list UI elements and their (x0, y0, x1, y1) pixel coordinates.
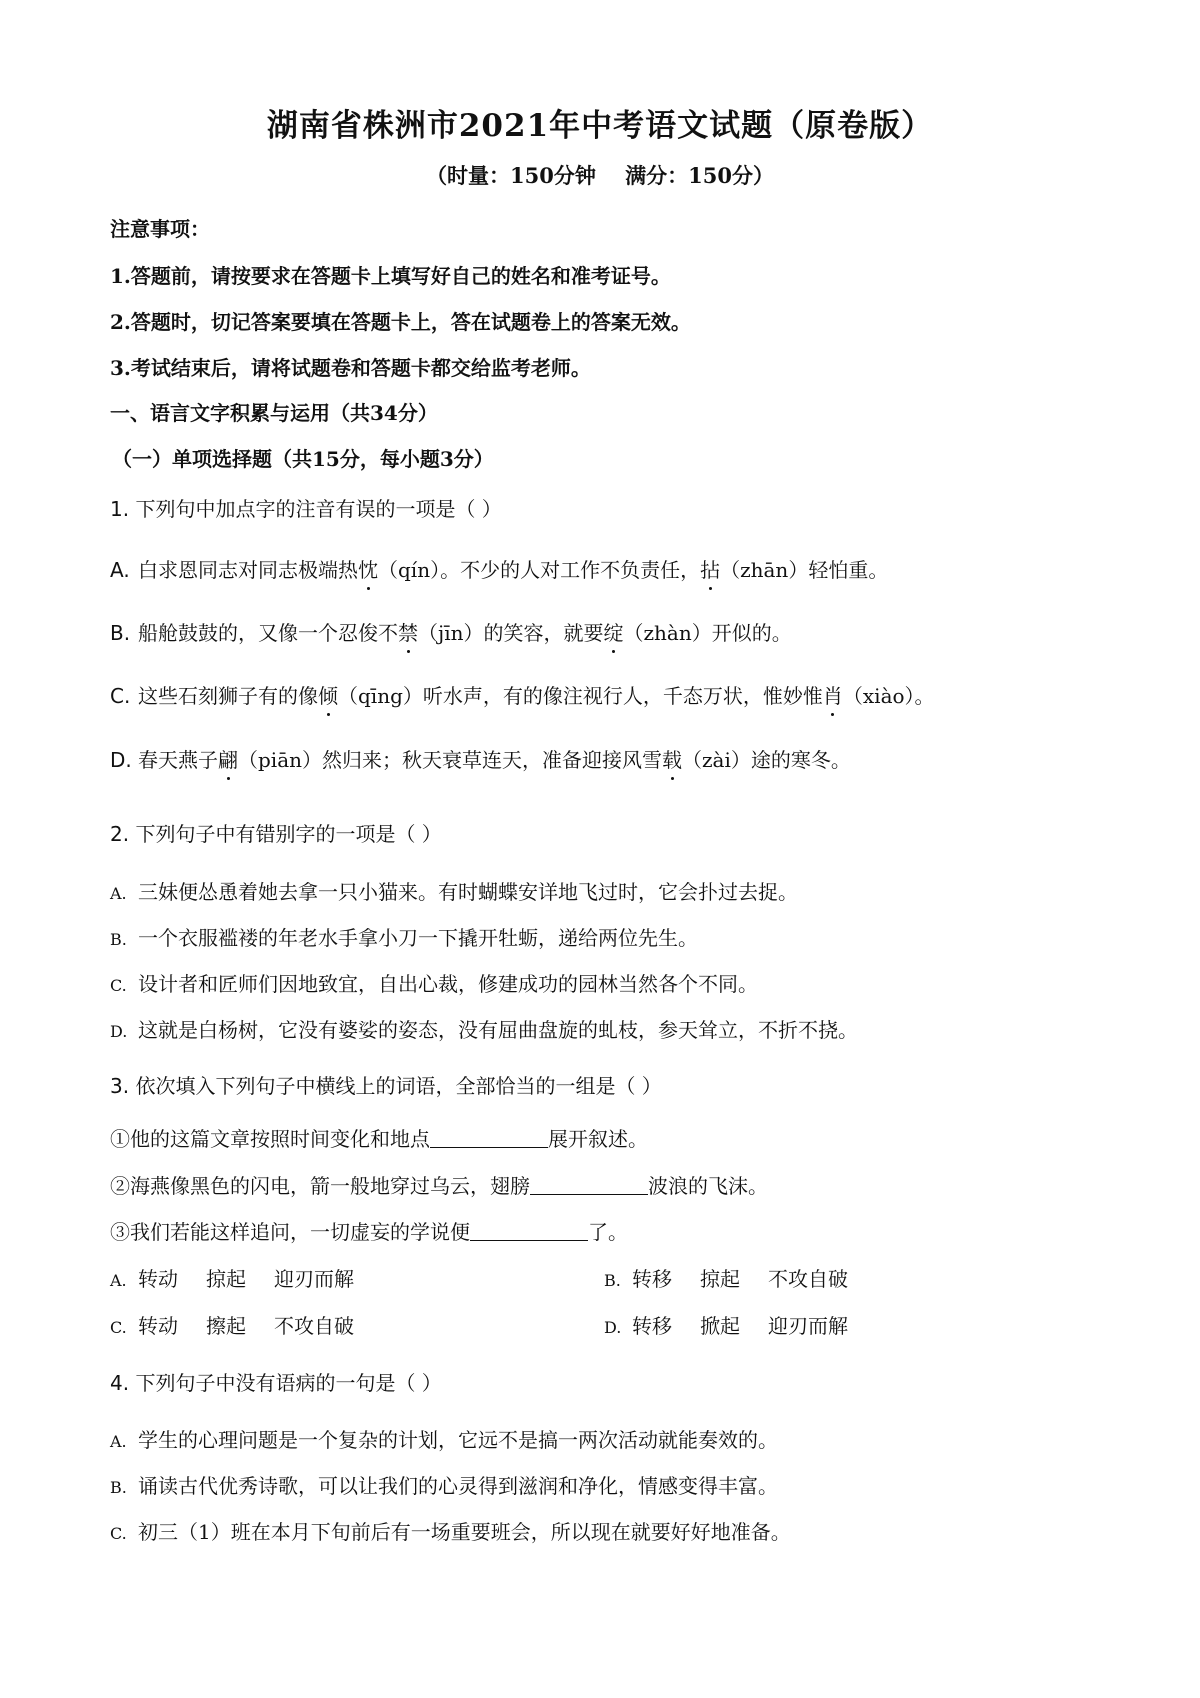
option-word: 转移 (632, 1267, 672, 1291)
question-2-option-d (110, 1014, 858, 1043)
option-label: A. (110, 884, 127, 903)
option-label: D. (110, 1022, 128, 1041)
question-1-option-d (110, 744, 851, 773)
dotted-char: 翩 (218, 744, 238, 773)
option-text: （jīn）的笑容，就要 (418, 621, 604, 645)
option-text: 这就是白杨树，它没有婆娑的姿态，没有屈曲盘旋的虬枝，参天耸立，不折不挠。 (138, 1018, 858, 1042)
question-number: 3. (110, 1074, 130, 1098)
exam-subtitle: （时量：150分钟 满分：150分） (426, 163, 774, 188)
notice-item-3: 3.考试结束后，请将试题卷和答题卡都交给监考老师。 (110, 356, 591, 380)
option-label: B. (110, 621, 131, 645)
option-text: （qīng）听水声，有的像注视行人，千态万状，惟妙惟 (338, 684, 823, 708)
option-label: B. (110, 1478, 127, 1497)
question-number: 1. (110, 497, 130, 521)
option-label: C. (110, 684, 131, 708)
question-number: 4. (110, 1371, 130, 1395)
dotted-char: 肖 (823, 680, 843, 709)
question-2-option-b (110, 922, 698, 951)
option-text: （zhàn）开似的。 (623, 621, 792, 645)
sentence-text: 了。 (588, 1220, 628, 1244)
option-text: 初三（1）班在本月下旬前后有一场重要班会，所以现在就要好好地准备。 (138, 1520, 791, 1544)
dotted-char: 载 (662, 744, 682, 773)
option-text: （qín）。不少的人对工作不负责任， (378, 558, 701, 582)
sentence-text: ②海燕像黑色的闪电，箭一般地穿过乌云，翅膀 (110, 1174, 530, 1198)
question-4-option-c (110, 1516, 791, 1545)
option-label: B. (604, 1271, 621, 1290)
question-3-sentence-3 (110, 1216, 628, 1245)
question-1-option-b (110, 617, 792, 646)
option-text: （xiào）。 (842, 684, 935, 708)
sentence-text: 波浪的飞沫。 (648, 1174, 768, 1198)
option-text: （zhān）轻怕重。 (720, 558, 889, 582)
question-3-sentence-2 (110, 1170, 768, 1199)
option-label: D. (110, 748, 132, 772)
option-text: （zài）途的寒冬。 (682, 748, 851, 772)
option-label: A. (110, 558, 130, 582)
option-word: 不攻自破 (274, 1314, 354, 1338)
question-1-option-a (110, 554, 888, 583)
option-label: A. (110, 1271, 127, 1290)
question-3-option-b (604, 1263, 876, 1292)
option-word: 擦起 (206, 1314, 246, 1338)
option-label: D. (604, 1318, 622, 1337)
notice-heading: 注意事项： (110, 217, 210, 241)
fill-blank (430, 1125, 548, 1148)
question-3-option-a (110, 1263, 382, 1292)
option-text: 三妹便怂恿着她去拿一只小猫来。有时蝴蝶安详地飞过时，它会扑过去捉。 (138, 880, 798, 904)
dotted-char: 禁 (398, 617, 418, 646)
question-3-option-d (604, 1310, 876, 1339)
notice-item-1: 1.答题前，请按要求在答题卡上填写好自己的姓名和准考证号。 (110, 264, 671, 288)
option-text: （piān）然归来；秋天衰草连天，准备迎接风雪 (238, 748, 663, 772)
option-text: 诵读古代优秀诗歌，可以让我们的心灵得到滋润和净化，情感变得丰富。 (138, 1474, 778, 1498)
option-label: C. (110, 1318, 127, 1337)
dotted-char: 绽 (603, 617, 623, 646)
section-heading: 一、语言文字积累与运用（共34分） (110, 401, 438, 425)
question-text: 下列句子中没有语病的一句是（ ） (135, 1371, 442, 1395)
question-3-option-c (110, 1310, 382, 1339)
option-label: B. (110, 930, 127, 949)
exam-title: 湖南省株洲市2021年中考语文试题（原卷版） (266, 108, 934, 144)
option-text: 这些石刻狮子有的像 (138, 684, 318, 708)
option-label: A. (110, 1432, 127, 1451)
question-1-stem (110, 493, 502, 522)
option-label: C. (110, 1524, 127, 1543)
option-text: 学生的心理问题是一个复杂的计划，它远不是搞一两次活动就能奏效的。 (138, 1428, 778, 1452)
option-word: 迎刃而解 (274, 1267, 354, 1291)
question-text: 下列句中加点字的注音有误的一项是（ ） (135, 497, 502, 521)
question-2-stem (110, 818, 442, 847)
option-label: C. (110, 976, 127, 995)
sentence-text: 展开叙述。 (548, 1127, 648, 1151)
dotted-char: 忱 (358, 554, 378, 583)
option-word: 迎刃而解 (768, 1314, 848, 1338)
sentence-text: ①他的这篇文章按照时间变化和地点 (110, 1127, 430, 1151)
question-text: 下列句子中有错别字的一项是（ ） (135, 822, 442, 846)
question-text: 依次填入下列句子中横线上的词语，全部恰当的一组是（ ） (135, 1074, 662, 1098)
question-4-stem (110, 1367, 442, 1396)
dotted-char: 拈 (700, 554, 720, 583)
question-4-option-b (110, 1470, 778, 1499)
question-2-option-a (110, 876, 798, 905)
question-1-option-c (110, 680, 935, 709)
option-word: 转移 (632, 1314, 672, 1338)
question-3-stem (110, 1070, 662, 1099)
option-word: 转动 (138, 1267, 178, 1291)
option-text: 船舱鼓鼓的，又像一个忍俊不 (138, 621, 398, 645)
option-word: 掠起 (206, 1267, 246, 1291)
option-text: 一个衣服褴褛的年老水手拿小刀一下撬开牡蛎，递给两位先生。 (138, 926, 698, 950)
question-4-option-a (110, 1424, 778, 1453)
option-word: 掠起 (700, 1267, 740, 1291)
option-word: 掀起 (700, 1314, 740, 1338)
option-text: 白求恩同志对同志极端热 (138, 558, 358, 582)
option-word: 不攻自破 (768, 1267, 848, 1291)
option-text: 春天燕子 (138, 748, 218, 772)
dotted-char: 倾 (318, 680, 338, 709)
fill-blank (470, 1218, 588, 1241)
question-3-sentence-1 (110, 1123, 648, 1152)
question-number: 2. (110, 822, 130, 846)
fill-blank (530, 1172, 648, 1195)
option-word: 转动 (138, 1314, 178, 1338)
notice-item-2: 2.答题时，切记答案要填在答题卡上，答在试题卷上的答案无效。 (110, 310, 691, 334)
sentence-text: ③我们若能这样追问，一切虚妄的学说便 (110, 1220, 470, 1244)
part-heading: （一）单项选择题（共15分，每小题3分） (112, 447, 494, 471)
question-2-option-c (110, 968, 758, 997)
option-text: 设计者和匠师们因地致宜，自出心裁，修建成功的园林当然各个不同。 (138, 972, 758, 996)
